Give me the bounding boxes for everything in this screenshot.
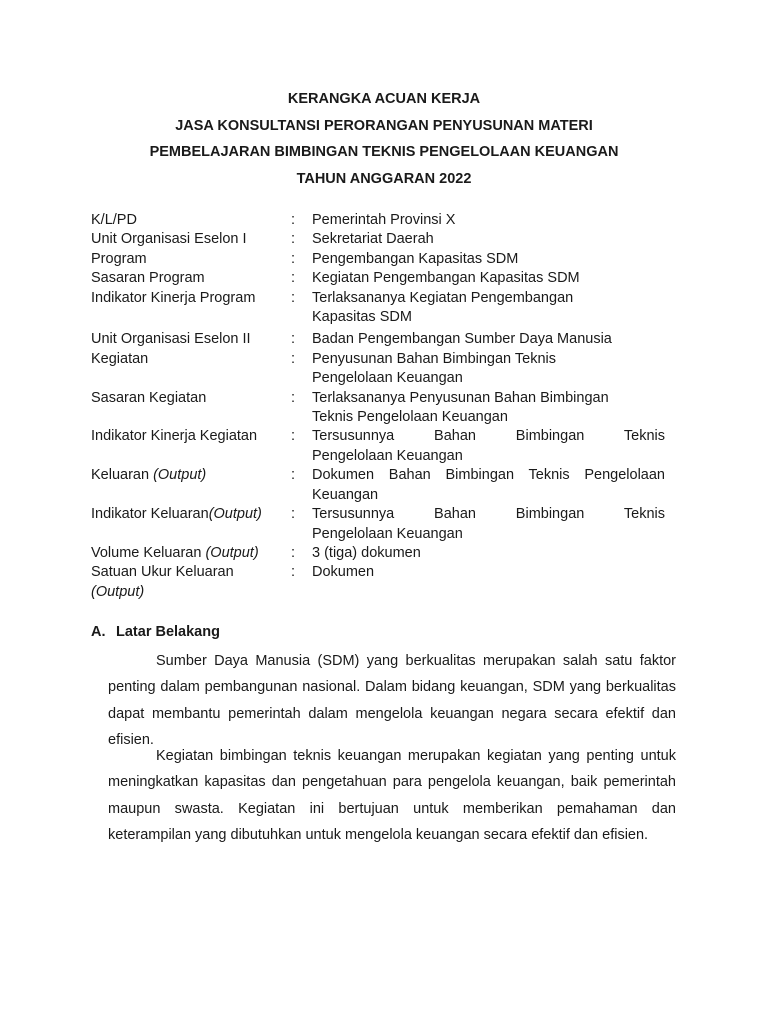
info-value — [312, 230, 665, 249]
info-row — [91, 250, 665, 269]
info-label — [91, 350, 291, 389]
info-value — [312, 466, 665, 505]
label-text: Indikator Kinerja Kegiatan — [91, 428, 258, 445]
label-text: Volume Keluaran — [91, 544, 206, 561]
info-row — [91, 505, 665, 544]
info-table — [91, 211, 665, 602]
info-label — [91, 211, 291, 230]
value-line: Pengelolaan Keuangan — [312, 525, 463, 542]
colon: : — [291, 231, 296, 248]
info-row — [91, 289, 665, 328]
info-row — [91, 327, 665, 349]
section-title: Latar Belakang — [116, 624, 220, 640]
label-text: Indikator Keluaran — [91, 506, 209, 523]
info-label — [91, 289, 291, 328]
label-italic: (Output) — [153, 467, 207, 484]
info-label — [91, 230, 291, 249]
value-line: Keuangan — [312, 486, 379, 503]
info-value — [312, 389, 665, 428]
info-label — [91, 544, 291, 563]
info-row — [91, 466, 665, 505]
label-italic: (Output) — [205, 544, 259, 561]
info-label — [91, 389, 291, 428]
info-row — [91, 230, 665, 249]
info-row — [91, 427, 665, 466]
colon: : — [291, 544, 296, 561]
value-line: Pemerintah Provinsi X — [312, 212, 456, 228]
label-text: Unit Organisasi Eselon II — [91, 331, 251, 348]
colon: : — [291, 428, 296, 445]
info-row — [91, 544, 665, 563]
title-line: JASA KONSULTANSI PERORANGAN PENYUSUNAN MATERI — [175, 117, 593, 134]
title-line: TAHUN ANGGARAN 2022 — [296, 171, 472, 188]
paragraph: Sumber Daya Manusia (SDM) yang berkualitas merupakan salah satu faktor penting dalam pembangunan nasional. Dalam bidang keuangan, SDM yang berkualitas dapat membantu pemerintah dalam mengelola keuangan negara secara efektif dan efisien. — [108, 653, 676, 749]
value-line: Kegiatan Pengembangan Kapasitas SDM — [312, 270, 580, 287]
info-row — [91, 211, 665, 230]
colon: : — [291, 289, 296, 306]
label-text: Indikator Kinerja Program — [91, 289, 256, 306]
value-line: Tersusunnya Bahan Bimbingan Teknis — [312, 428, 665, 445]
info-value — [312, 269, 665, 288]
info-value — [312, 563, 665, 602]
section-heading — [91, 622, 220, 642]
colon: : — [291, 270, 296, 287]
colon: : — [291, 467, 296, 484]
info-value — [312, 350, 665, 389]
info-label — [91, 427, 291, 466]
info-value — [312, 427, 665, 466]
document-title — [0, 86, 768, 193]
info-label — [91, 505, 291, 544]
value-line: Penyusunan Bahan Bimbingan Teknis — [312, 350, 556, 367]
info-row — [91, 350, 665, 389]
value-line: Pengelolaan Keuangan — [312, 447, 463, 464]
value-line: Dokumen — [312, 564, 375, 581]
label-text: Keluaran — [91, 467, 154, 484]
paragraph: Kegiatan bimbingan teknis keuangan merupakan kegiatan yang penting untuk meningkatkan kapasitas dan pengetahuan para pengelola keuangan, baik pemerintah maupun swasta. Kegiatan ini bertujuan untuk memberikan pemahaman dan keterampilan yang dibutuhkan untuk mengelola keuangan secara efektif dan efisien. — [108, 748, 676, 844]
colon: : — [291, 564, 296, 581]
label-text: Program — [91, 250, 147, 267]
label-text: Kegiatan — [91, 350, 149, 367]
value-line: Teknis Pengelolaan Keuangan — [312, 409, 508, 426]
info-label — [91, 563, 291, 602]
info-label — [91, 269, 291, 288]
info-value — [312, 505, 665, 544]
value-line: Sekretariat Daerah — [312, 231, 434, 248]
value-line: Terlaksananya Penyusunan Bahan Bimbingan — [312, 389, 609, 406]
value-line: 3 (tiga) dokumen — [312, 544, 421, 561]
info-value — [312, 544, 665, 563]
colon: : — [291, 250, 296, 267]
value-line: Tersusunnya Bahan Bimbingan Teknis — [312, 506, 665, 523]
title-line: KERANGKA ACUAN KERJA — [287, 91, 481, 107]
section-letter: A. — [91, 624, 106, 640]
info-label — [91, 250, 291, 269]
colon: : — [291, 506, 296, 523]
value-line: Badan Pengembangan Sumber Daya Manusia — [312, 331, 612, 348]
info-label — [91, 466, 291, 505]
label-italic: (Output) — [208, 506, 262, 523]
colon: : — [291, 212, 296, 228]
label-text: Sasaran Kegiatan — [91, 389, 207, 406]
colon: : — [291, 350, 296, 367]
info-row — [91, 563, 665, 602]
label-text: K/L/PD — [91, 212, 137, 228]
value-line: Pengembangan Kapasitas SDM — [312, 250, 519, 267]
colon: : — [291, 331, 296, 348]
label-text: Satuan Ukur Keluaran — [91, 564, 234, 581]
value-line: Terlaksananya Kegiatan Pengembangan — [312, 289, 574, 306]
info-value — [312, 289, 665, 328]
label-italic: (Output) — [91, 583, 145, 600]
label-text: Unit Organisasi Eselon I — [91, 231, 247, 248]
value-line: Kapasitas SDM — [312, 309, 412, 326]
info-label — [91, 327, 291, 349]
value-line: Pengelolaan Keuangan — [312, 370, 463, 387]
label-text: Sasaran Program — [91, 270, 205, 287]
info-row — [91, 269, 665, 288]
value-line: Dokumen Bahan Bimbingan Teknis Pengelolaan — [312, 467, 665, 484]
info-value — [312, 327, 665, 349]
title-line: PEMBELAJARAN BIMBINGAN TEKNIS PENGELOLAAN KEUANGAN — [149, 144, 619, 161]
info-row — [91, 389, 665, 428]
info-value — [312, 211, 665, 230]
colon: : — [291, 389, 296, 406]
info-value — [312, 250, 665, 269]
